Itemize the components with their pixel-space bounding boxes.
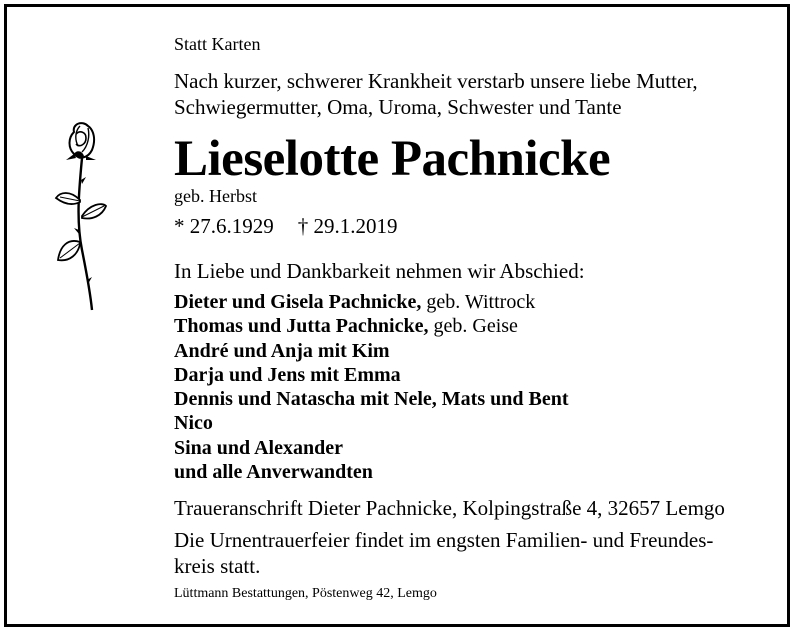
mourner-line <box>174 411 568 435</box>
mourner-name: Nico <box>174 412 213 435</box>
death-date: † 29.1.2019 <box>297 214 398 238</box>
life-dates <box>174 214 398 239</box>
farewell-text: In Liebe und Dankbarkeit nehmen wir Abschied: <box>174 259 585 283</box>
mourner-line <box>174 436 568 460</box>
undertaker-info: Lüttmann Bestattungen, Pöstenweg 42, Lemgo <box>174 586 437 601</box>
rose-icon <box>52 120 108 312</box>
mourner-line <box>174 290 568 314</box>
mourner-line <box>174 387 568 411</box>
birth-name: geb. Herbst <box>174 186 257 206</box>
service-notice <box>174 527 713 579</box>
deceased-name: Lieselotte Pachnicke <box>174 131 611 187</box>
mourner-name: Dennis und Natascha mit Nele, Mats und Bent <box>174 388 569 411</box>
service-line: kreis statt. <box>174 554 261 578</box>
mourner-name: Sina und Alexander <box>174 436 343 459</box>
mourner-line <box>174 460 568 484</box>
intro-text: Statt Karten <box>174 34 261 54</box>
announcement <box>174 68 698 120</box>
announcement-line: Schwiegermutter, Oma, Uroma, Schwester und Tante <box>174 95 622 119</box>
mourner-line <box>174 314 568 338</box>
mourning-address: Traueranschrift Dieter Pachnicke, Kolpingstraße 4, 32657 Lemgo <box>174 496 725 520</box>
announcement-line: Nach kurzer, schwerer Krankheit verstarb unsere liebe Mutter, <box>174 69 698 93</box>
mourner-name: Darja und Jens mit Emma <box>174 363 401 386</box>
mourner-line <box>174 339 568 363</box>
mourner-name: und alle Anverwandten <box>174 461 373 484</box>
mourner-name: Thomas und Jutta Pachnicke, <box>174 315 429 338</box>
birth-date: * 27.6.1929 <box>174 214 274 238</box>
service-line: Die Urnentrauerfeier findet im engsten Familien- und Freundes- <box>174 528 714 552</box>
mourner-line <box>174 363 568 387</box>
mourner-detail: geb. Geise <box>428 315 518 338</box>
mourner-name: André und Anja mit Kim <box>174 339 390 362</box>
mourner-name: Dieter und Gisela Pachnicke, <box>174 291 422 313</box>
mourner-detail: geb. Wittrock <box>421 291 536 313</box>
mourners-list <box>174 290 568 484</box>
